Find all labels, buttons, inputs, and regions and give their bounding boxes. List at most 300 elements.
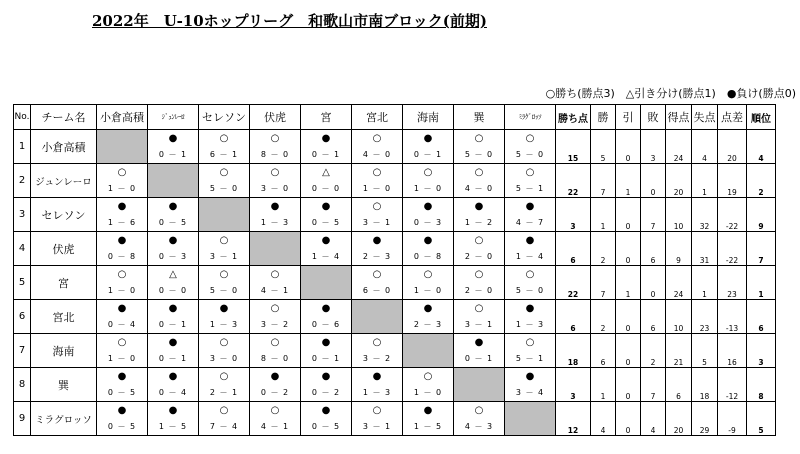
match-score: 1 － 3 [362,388,392,397]
match-cell [454,334,505,368]
row-number: 3 [14,198,31,232]
match-cell [148,402,199,436]
stat-cell: 7 [591,266,616,300]
stat-cell: 10 [666,198,692,232]
match-cell [250,266,301,300]
stat-cell: 6 [591,334,616,368]
result-symbol: ○ [117,337,127,348]
self-match-cell [148,164,199,198]
team-name: セレソン [31,198,97,232]
stat-cell: 1 [591,198,616,232]
match-score: 5 － 0 [464,150,494,159]
match-score: 4 － 3 [464,422,494,431]
match-cell [97,300,148,334]
stat-cell: 29 [692,402,718,436]
match-score: 0 － 4 [107,320,137,329]
result-symbol: ○ [219,235,229,246]
match-cell [403,164,454,198]
match-cell [352,164,403,198]
result-symbol: ○ [117,167,127,178]
stat-cell: 9 [747,198,776,232]
stat-cell: 24 [666,130,692,164]
header-stat: 失点 [692,105,718,130]
match-score: 3 － 1 [362,422,392,431]
match-cell [352,402,403,436]
result-symbol: ○ [423,269,433,280]
match-score: 0 － 5 [107,388,137,397]
result-symbol: ● [321,303,331,314]
result-symbol: ● [270,201,280,212]
result-symbol: ○ [525,269,535,280]
match-score: 5 － 0 [515,286,545,295]
match-cell [301,368,352,402]
match-cell [454,164,505,198]
result-symbol: ○ [372,167,382,178]
match-score: 4 － 1 [260,422,290,431]
result-symbol: ○ [474,303,484,314]
result-symbol: ○ [372,269,382,280]
stat-cell: 0 [616,334,641,368]
match-score: 0 － 8 [107,252,137,261]
header-opponent: 宮北 [352,105,403,130]
match-score: 1 － 0 [413,388,443,397]
stat-cell: 0 [616,402,641,436]
match-score: 1 － 0 [413,184,443,193]
stat-cell: 22 [556,164,591,198]
row-number: 5 [14,266,31,300]
result-symbol: ● [423,405,433,416]
match-score: 1 － 5 [158,422,188,431]
stat-cell: 19 [718,164,747,198]
result-symbol: ○ [474,405,484,416]
result-symbol: ● [525,201,535,212]
header-opponent: ｼﾞｭﾝﾚｰﾛ [148,105,199,130]
stat-cell: 0 [641,266,666,300]
team-name: 宮 [31,266,97,300]
match-score: 6 － 0 [362,286,392,295]
match-score: 2 － 3 [413,320,443,329]
stat-cell: 0 [616,198,641,232]
stat-cell: -22 [718,198,747,232]
stat-cell: 0 [641,164,666,198]
match-cell [403,130,454,164]
table-row [14,402,776,436]
header-stat: 順位 [747,105,776,130]
stat-cell: 5 [591,130,616,164]
table-row [14,130,776,164]
match-score: 0 － 8 [413,252,443,261]
result-symbol: ● [168,303,178,314]
team-name: 小倉高積 [31,130,97,164]
match-score: 8 － 0 [260,150,290,159]
legend: ○勝ち(勝点3) △引き分け(勝点1) ●負け(勝点0) [545,87,796,100]
match-score: 0 － 5 [311,218,341,227]
result-symbol: ● [321,201,331,212]
result-symbol: ○ [270,405,280,416]
result-symbol: ● [168,201,178,212]
match-cell [250,130,301,164]
team-name: ジュンレーロ [31,164,97,198]
result-symbol: ● [525,235,535,246]
match-score: 0 － 4 [158,388,188,397]
result-symbol: ○ [219,167,229,178]
stat-cell: 4 [591,402,616,436]
page-title: 2022年 U-10ホップリーグ 和歌山市南ブロック(前期) [92,12,487,30]
match-score: 0 － 5 [158,218,188,227]
match-score: 1 － 0 [362,184,392,193]
result-symbol: ○ [423,167,433,178]
result-symbol: ● [423,303,433,314]
stat-cell: 6 [556,232,591,266]
match-cell [454,300,505,334]
match-cell [148,266,199,300]
result-symbol: ● [423,201,433,212]
result-symbol: ○ [219,337,229,348]
match-score: 2 － 0 [464,252,494,261]
match-score: 4 － 7 [515,218,545,227]
table-row [14,232,776,266]
stat-cell: 12 [556,402,591,436]
stat-cell: 4 [692,130,718,164]
stat-cell: 6 [666,368,692,402]
match-score: 0 － 1 [413,150,443,159]
match-score: 5 － 0 [209,286,239,295]
stat-cell: 16 [718,334,747,368]
stat-cell: 1 [616,266,641,300]
stat-cell: 3 [556,368,591,402]
match-cell [199,402,250,436]
match-cell [97,402,148,436]
match-cell [505,164,556,198]
match-cell [301,232,352,266]
team-name: 海南 [31,334,97,368]
stat-cell: 3 [641,130,666,164]
result-symbol: ● [270,371,280,382]
header-opponent: 宮 [301,105,352,130]
match-score: 3 － 1 [464,320,494,329]
match-score: 0 － 1 [158,320,188,329]
self-match-cell [301,266,352,300]
stat-cell: 20 [718,130,747,164]
result-symbol: ○ [474,269,484,280]
result-symbol: ○ [219,371,229,382]
result-symbol: ● [372,235,382,246]
header-stat: 勝 [591,105,616,130]
stat-cell: 0 [616,130,641,164]
self-match-cell [199,198,250,232]
match-score: 3 － 0 [260,184,290,193]
stat-cell: 1 [591,368,616,402]
self-match-cell [352,300,403,334]
match-score: 1 － 0 [107,354,137,363]
match-score: 4 － 1 [260,286,290,295]
match-cell [352,198,403,232]
row-number: 6 [14,300,31,334]
stat-cell: 2 [641,334,666,368]
stat-cell: 0 [616,232,641,266]
result-symbol: ○ [372,337,382,348]
result-symbol: ● [168,337,178,348]
result-symbol: ● [423,235,433,246]
result-symbol: ○ [270,269,280,280]
header-stat: 敗 [641,105,666,130]
match-score: 0 － 5 [107,422,137,431]
result-symbol: ● [117,235,127,246]
stat-cell: 5 [747,402,776,436]
self-match-cell [454,368,505,402]
match-cell [505,334,556,368]
stat-cell: 6 [641,300,666,334]
row-number: 7 [14,334,31,368]
match-cell [403,232,454,266]
match-cell [352,368,403,402]
stat-cell: -12 [718,368,747,402]
result-symbol: ● [117,303,127,314]
header-opponent: 伏虎 [250,105,301,130]
row-number: 8 [14,368,31,402]
match-score: 6 － 1 [209,150,239,159]
match-score: 0 － 6 [311,320,341,329]
match-cell [505,300,556,334]
match-score: 1 － 2 [464,218,494,227]
match-cell [352,130,403,164]
match-cell [199,130,250,164]
result-symbol: ○ [270,337,280,348]
match-cell [454,402,505,436]
stat-cell: 2 [591,232,616,266]
self-match-cell [250,232,301,266]
result-symbol: ○ [117,269,127,280]
result-symbol: ● [117,201,127,212]
stat-cell: 7 [641,198,666,232]
result-symbol: ○ [525,167,535,178]
stat-cell: 7 [591,164,616,198]
match-cell [250,164,301,198]
match-cell [403,402,454,436]
match-cell [454,198,505,232]
match-score: 5 － 0 [515,150,545,159]
stat-cell: 22 [556,266,591,300]
result-symbol: ● [168,235,178,246]
match-score: 1 － 6 [107,218,137,227]
match-score: 0 － 1 [311,150,341,159]
match-cell [250,368,301,402]
result-symbol: △ [322,167,330,178]
match-cell [148,368,199,402]
match-cell [199,368,250,402]
match-score: 5 － 0 [209,184,239,193]
result-symbol: ● [219,303,229,314]
match-cell [301,300,352,334]
stat-cell: 23 [718,266,747,300]
result-symbol: ● [168,133,178,144]
stat-cell: 1 [747,266,776,300]
stat-cell: 7 [747,232,776,266]
stat-cell: 1 [692,164,718,198]
match-score: 5 － 1 [515,354,545,363]
match-cell [454,130,505,164]
match-cell [199,300,250,334]
stat-cell: 0 [616,368,641,402]
match-cell [301,402,352,436]
result-symbol: ○ [372,201,382,212]
stat-cell: 31 [692,232,718,266]
stat-cell: 0 [616,300,641,334]
header-row [14,105,776,130]
stat-cell: 10 [666,300,692,334]
stat-cell: 6 [641,232,666,266]
result-symbol: ○ [474,167,484,178]
stat-cell: 9 [666,232,692,266]
match-cell [97,266,148,300]
match-cell [148,300,199,334]
match-score: 5 － 1 [515,184,545,193]
stat-cell: 1 [692,266,718,300]
match-score: 1 － 3 [260,218,290,227]
match-score: 1 － 0 [107,286,137,295]
result-symbol: ○ [219,405,229,416]
stat-cell: 3 [747,334,776,368]
match-score: 1 － 0 [107,184,137,193]
match-cell [199,232,250,266]
match-cell [403,266,454,300]
result-symbol: ● [372,371,382,382]
result-symbol: ○ [219,133,229,144]
match-score: 0 － 0 [311,184,341,193]
stat-cell: 5 [692,334,718,368]
result-symbol: ○ [474,235,484,246]
match-cell [199,334,250,368]
match-score: 3 － 2 [362,354,392,363]
result-symbol: ● [321,337,331,348]
match-score: 4 － 0 [464,184,494,193]
result-symbol: ○ [525,337,535,348]
result-symbol: ○ [270,303,280,314]
result-symbol: ● [525,371,535,382]
match-cell [505,198,556,232]
stat-cell: 4 [747,130,776,164]
table-row [14,368,776,402]
stat-cell: 2 [747,164,776,198]
match-cell [148,130,199,164]
match-cell [97,232,148,266]
result-symbol: ○ [525,133,535,144]
stat-cell: 32 [692,198,718,232]
header-stat: 勝ち点 [556,105,591,130]
match-score: 3 － 0 [209,354,239,363]
match-cell [199,266,250,300]
result-symbol: ● [168,405,178,416]
match-cell [148,334,199,368]
row-number: 2 [14,164,31,198]
stat-cell: 18 [692,368,718,402]
result-symbol: △ [169,269,177,280]
result-symbol: ● [474,201,484,212]
match-cell [505,130,556,164]
match-score: 2 － 0 [464,286,494,295]
result-symbol: ● [474,337,484,348]
match-cell [97,334,148,368]
league-table [13,104,776,436]
stat-cell: 1 [616,164,641,198]
row-number: 4 [14,232,31,266]
table-row [14,334,776,368]
self-match-cell [97,130,148,164]
match-cell [403,198,454,232]
match-score: 0 － 1 [311,354,341,363]
self-match-cell [403,334,454,368]
team-name: 巽 [31,368,97,402]
result-symbol: ● [117,405,127,416]
result-symbol: ○ [423,371,433,382]
match-score: 0 － 1 [158,354,188,363]
result-symbol: ● [117,371,127,382]
stat-cell: 21 [666,334,692,368]
table-body [14,130,776,436]
result-symbol: ○ [372,133,382,144]
match-cell [250,300,301,334]
match-score: 4 － 0 [362,150,392,159]
stat-cell: 15 [556,130,591,164]
stat-cell: 20 [666,164,692,198]
match-score: 1 － 5 [413,422,443,431]
match-cell [403,368,454,402]
match-cell [301,334,352,368]
match-cell [505,368,556,402]
match-score: 0 － 5 [311,422,341,431]
result-symbol: ○ [219,269,229,280]
match-score: 0 － 1 [158,150,188,159]
match-score: 2 － 1 [209,388,239,397]
match-cell [352,232,403,266]
match-score: 0 － 2 [260,388,290,397]
match-cell [454,266,505,300]
match-cell [250,402,301,436]
stat-cell: 23 [692,300,718,334]
stat-cell: 4 [641,402,666,436]
match-score: 1 － 0 [413,286,443,295]
stat-cell: 18 [556,334,591,368]
result-symbol: ● [321,371,331,382]
stat-cell: 20 [666,402,692,436]
match-cell [301,198,352,232]
match-cell [505,232,556,266]
result-symbol: ○ [372,405,382,416]
stat-cell: 6 [556,300,591,334]
team-name: ミラグロッソ [31,402,97,436]
stat-cell: -22 [718,232,747,266]
header-opponent: 小倉高積 [97,105,148,130]
match-cell [148,232,199,266]
table-row [14,164,776,198]
header-stat: 引 [616,105,641,130]
stat-cell: 7 [641,368,666,402]
header-opponent: ﾐﾗｸﾞﾛｯｿ [505,105,556,130]
header-stat: 点差 [718,105,747,130]
stat-cell: 2 [591,300,616,334]
result-symbol: ○ [270,133,280,144]
match-score: 2 － 3 [362,252,392,261]
match-score: 8 － 0 [260,354,290,363]
match-score: 1 － 4 [311,252,341,261]
row-number: 9 [14,402,31,436]
result-symbol: ○ [474,133,484,144]
header-team: チーム名 [31,105,97,130]
header-opponent: 巽 [454,105,505,130]
table-row [14,300,776,334]
stat-cell: -13 [718,300,747,334]
self-match-cell [505,402,556,436]
